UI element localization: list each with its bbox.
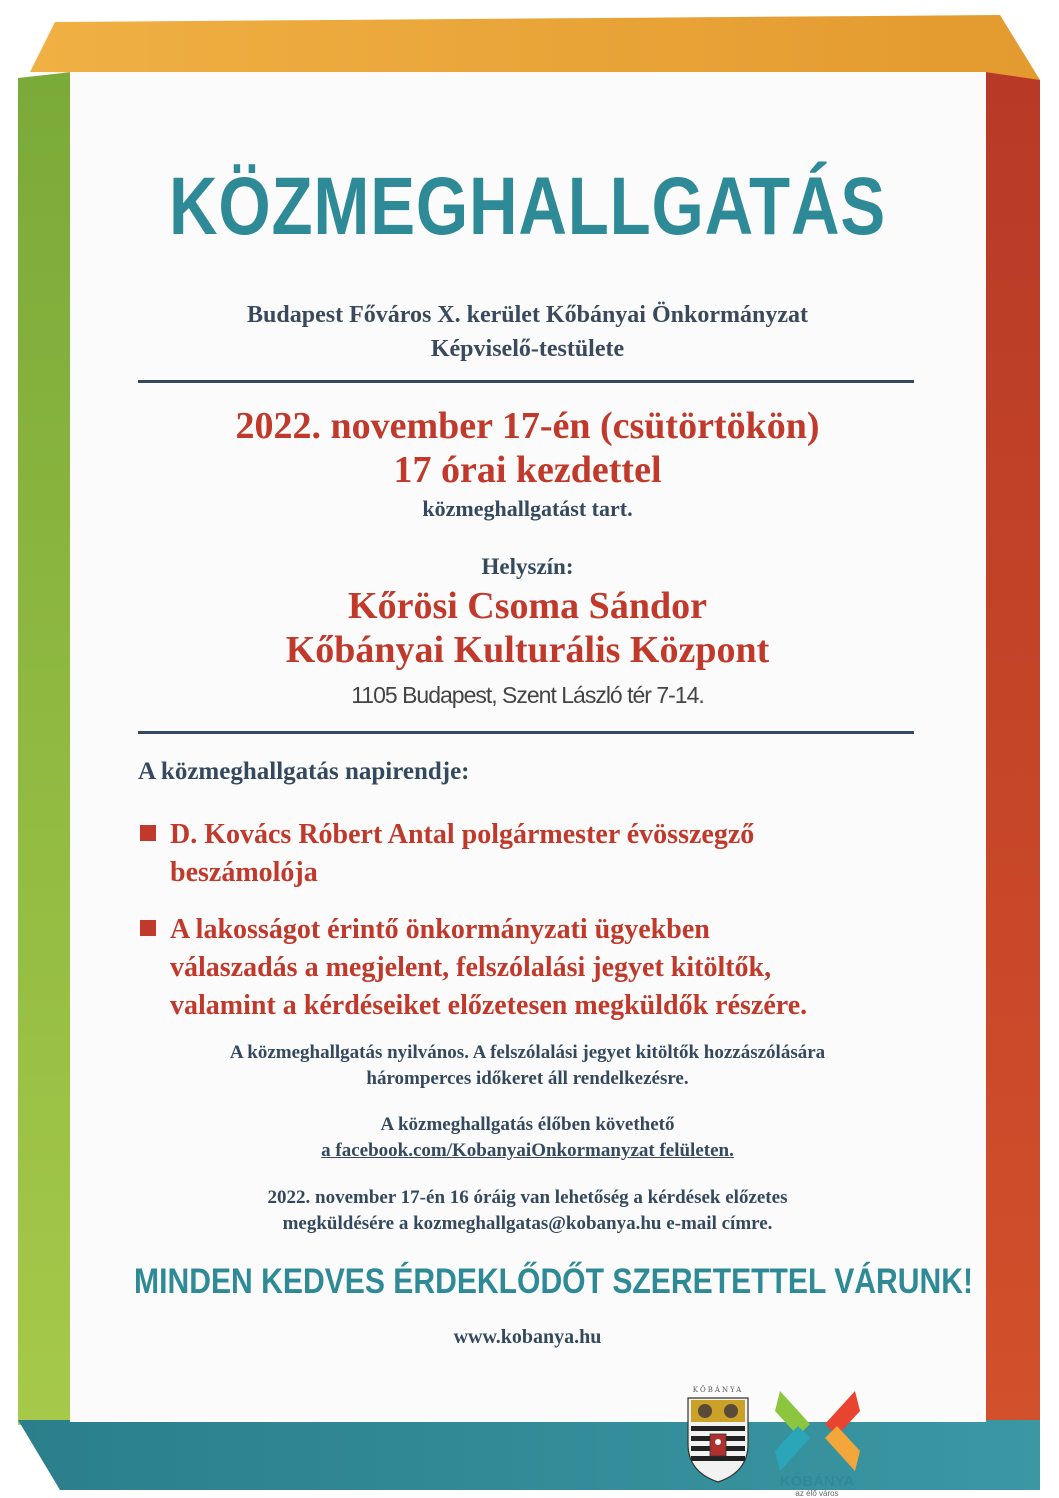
venue-line-2: Kőbányai Kulturális Központ — [285, 629, 770, 671]
bullet-square-icon — [140, 825, 156, 841]
agenda-item-line: D. Kovács Róbert Antal polgármester évösszegző — [170, 819, 755, 850]
frame-right-red — [985, 72, 1040, 1425]
venue-address: 1105 Budapest, Szent László tér 7-14. — [351, 682, 704, 708]
website-link[interactable]: www.kobanya.hu — [453, 1326, 602, 1348]
organization-name — [70, 298, 985, 366]
frame-bottom-teal — [18, 1420, 1040, 1490]
divider-top — [138, 380, 914, 383]
date-line-2: 17 órai kezdettel — [393, 449, 662, 491]
welcome-message: MINDEN KEDVES ÉRDEKLŐDŐT SZERETETTEL VÁRUNK! — [134, 1262, 974, 1301]
agenda-item-line: valamint a kérdéseiket előzetesen megküldők részére. — [170, 990, 808, 1021]
coat-of-arms-icon — [683, 1384, 753, 1484]
public-note — [70, 1040, 985, 1092]
facebook-link[interactable]: a facebook.com/KobanyaiOnkormanyzat felületen. — [321, 1140, 734, 1161]
page-title: KÖZMEGHALLGATÁS — [168, 161, 887, 252]
venue-name — [70, 584, 985, 672]
event-holds-text: közmeghallgatást tart. — [422, 496, 633, 521]
frame-top-orange — [30, 15, 1040, 80]
frame-left-green — [18, 72, 72, 1425]
agenda-item-text — [170, 911, 807, 1025]
divider-bottom — [138, 731, 914, 734]
kobanya-logo-icon — [770, 1386, 865, 1498]
bullet-square-icon — [140, 920, 156, 936]
deadline-line-1: 2022. november 17-én 16 óráig van lehetőség a kérdések előzetes — [267, 1187, 788, 1208]
logo-tagline: az élő város — [795, 1489, 839, 1498]
livestream-note — [70, 1112, 985, 1164]
org-line-1: Budapest Főváros X. kerület Kőbányai Önkormányzat — [247, 302, 808, 328]
logo-name: KŐBÁNYA — [779, 1473, 855, 1490]
agenda-item-line: beszámolója — [170, 857, 318, 888]
agenda-title: A közmeghallgatás napirendje: — [138, 758, 470, 785]
event-date — [70, 404, 985, 492]
livestream-line-1: A közmeghallgatás élőben követhető — [380, 1114, 675, 1135]
agenda-item-text — [170, 816, 754, 892]
public-note-line-2: háromperces időkeret áll rendelkezésre. — [366, 1068, 689, 1089]
public-note-line-1: A közmeghallgatás nyilvános. A felszólalási jegyet kitöltők hozzászólására — [229, 1042, 826, 1063]
deadline-line-2: megküldésére a kozmeghallgatas@kobanya.hu e-mail címre. — [282, 1213, 773, 1234]
date-line-1: 2022. november 17-én (csütörtökön) — [235, 405, 820, 447]
venue-label: Helyszín: — [481, 554, 574, 579]
venue-line-1: Kőrösi Csoma Sándor — [348, 585, 707, 627]
deadline-note — [70, 1185, 985, 1237]
crest-label: KŐBÁNYA — [692, 1386, 744, 1394]
agenda-item-line: A lakosságot érintő önkormányzati ügyekben — [170, 914, 710, 945]
agenda-item-line: válaszadás a megjelent, felszólalási jegyet kitöltők, — [170, 952, 772, 983]
org-line-2: Képviselő-testülete — [430, 336, 625, 362]
